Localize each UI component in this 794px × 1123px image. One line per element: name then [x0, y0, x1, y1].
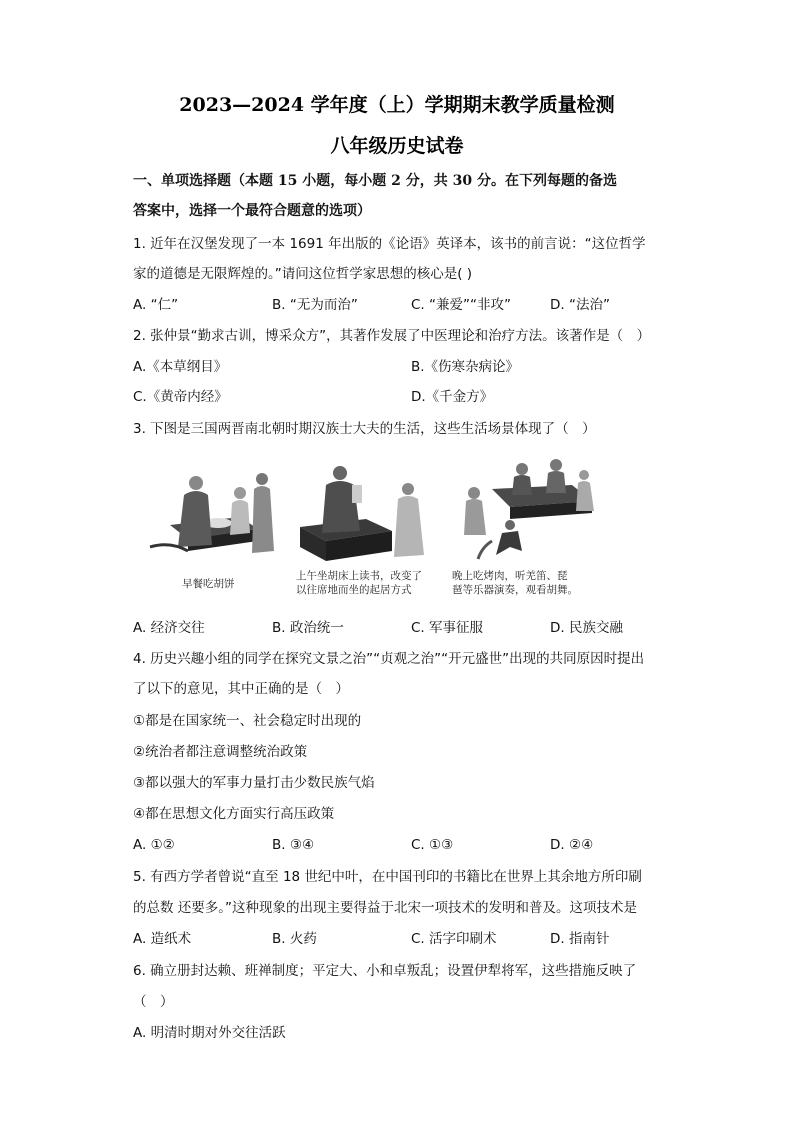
- q3-figure-breakfast: [140, 455, 290, 605]
- q5-option-d: D. 指南针: [550, 931, 610, 947]
- q3-stem: 3. 下图是三国两晋南北朝时期汉族士大夫的生活，这些生活场景体现了（ ）: [133, 421, 596, 437]
- q4-option-d: D. ②④: [550, 837, 594, 853]
- q4-stem-line1: 4. 历史兴趣小组的同学在探究文景之治”“贞观之治”“开元盛世”出现的共同原因时提出: [133, 651, 645, 667]
- q4-stem-line2: 了以下的意见，其中正确的是（ ）: [133, 681, 349, 697]
- q3-option-a: A. 经济交往: [133, 620, 205, 636]
- q3-option-b: B. 政治统一: [272, 620, 344, 636]
- q5-stem-line2: 的总数 还要多。”这种现象的出现主要得益于北宋一项技术的发明和普及。这项技术是: [133, 900, 638, 916]
- q1-stem-line2: 家的道德是无限辉煌的。”请问这位哲学家思想的核心是( ): [133, 266, 473, 282]
- section-heading-line2: 答案中，选择一个最符合题意的选项）: [133, 203, 371, 219]
- q5-option-b: B. 火药: [272, 931, 317, 947]
- q4-option-c: C. ①③: [411, 837, 454, 853]
- q1-option-a: A. “仁”: [133, 297, 179, 313]
- q1-option-d: D. “法治”: [550, 297, 610, 313]
- q2-option-d: D.《千金方》: [411, 389, 494, 405]
- q4-item-2: ②统治者都注意调整统治政策: [133, 744, 308, 760]
- q3-caption-3b: 琶等乐器演奏，观看胡舞。: [452, 584, 578, 596]
- q5-option-c: C. 活字印刷术: [411, 931, 497, 947]
- q1-stem-line1: 1. 近年在汉堡发现了一本 1691 年出版的《论语》英译本，该书的前言说：“这位哲学: [133, 236, 646, 252]
- q6-stem-line1: 6. 确立册封达赖、班禅制度；平定大、小和卓叛乱；设置伊犁将军，这些措施反映了: [133, 963, 637, 979]
- q3-figure-reading: [296, 455, 446, 605]
- q2-option-a: A.《本草纲目》: [133, 359, 228, 375]
- q4-item-1: ①都是在国家统一、社会稳定时出现的: [133, 713, 362, 729]
- q1-option-b: B. “无为而治”: [272, 297, 358, 313]
- q3-caption-1: 早餐吃胡饼: [182, 578, 235, 590]
- q2-stem: 2. 张仲景“勤求古训，博采众方”，其著作发展了中医理论和治疗方法。该著作是（ ）: [133, 328, 651, 344]
- q2-option-b: B.《伤寒杂病论》: [411, 359, 520, 375]
- q4-item-4: ④都在思想文化方面实行高压政策: [133, 806, 335, 822]
- q4-option-b: B. ③④: [272, 837, 315, 853]
- q3-option-d: D. 民族交融: [550, 620, 623, 636]
- q5-stem-line1: 5. 有西方学者曾说“直至 18 世纪中叶，在中国刊印的书籍比在世界上其余地方所印刷: [133, 869, 642, 885]
- q3-option-c: C. 军事征服: [411, 620, 484, 636]
- exam-title: 2023—2024 学年度（上）学期期末教学质量检测: [179, 94, 615, 116]
- q4-item-3: ③都以强大的军事力量打击少数民族气焰: [133, 775, 375, 791]
- q5-option-a: A. 造纸术: [133, 931, 192, 947]
- q3-caption-2a: 上午坐胡床上读书，改变了: [296, 570, 422, 582]
- q4-option-a: A. ①②: [133, 837, 175, 853]
- q6-option-a: A. 明清时期对外交往活跃: [133, 1025, 286, 1041]
- q3-caption-2b: 以往席地而坐的起居方式: [296, 584, 412, 596]
- q6-stem-line2: （ ）: [133, 994, 174, 1010]
- section-heading-line1: 一、单项选择题（本题 15 小题，每小题 2 分，共 30 分。在下列每题的备选: [133, 173, 617, 189]
- q2-option-c: C.《黄帝内经》: [133, 389, 228, 405]
- exam-subtitle: 八年级历史试卷: [330, 135, 464, 157]
- q3-caption-3a: 晚上吃烤肉，听羌笛、琵: [452, 570, 568, 582]
- q3-figure-evening: [452, 455, 602, 605]
- q1-option-c: C. “兼爱”“非攻”: [411, 297, 511, 313]
